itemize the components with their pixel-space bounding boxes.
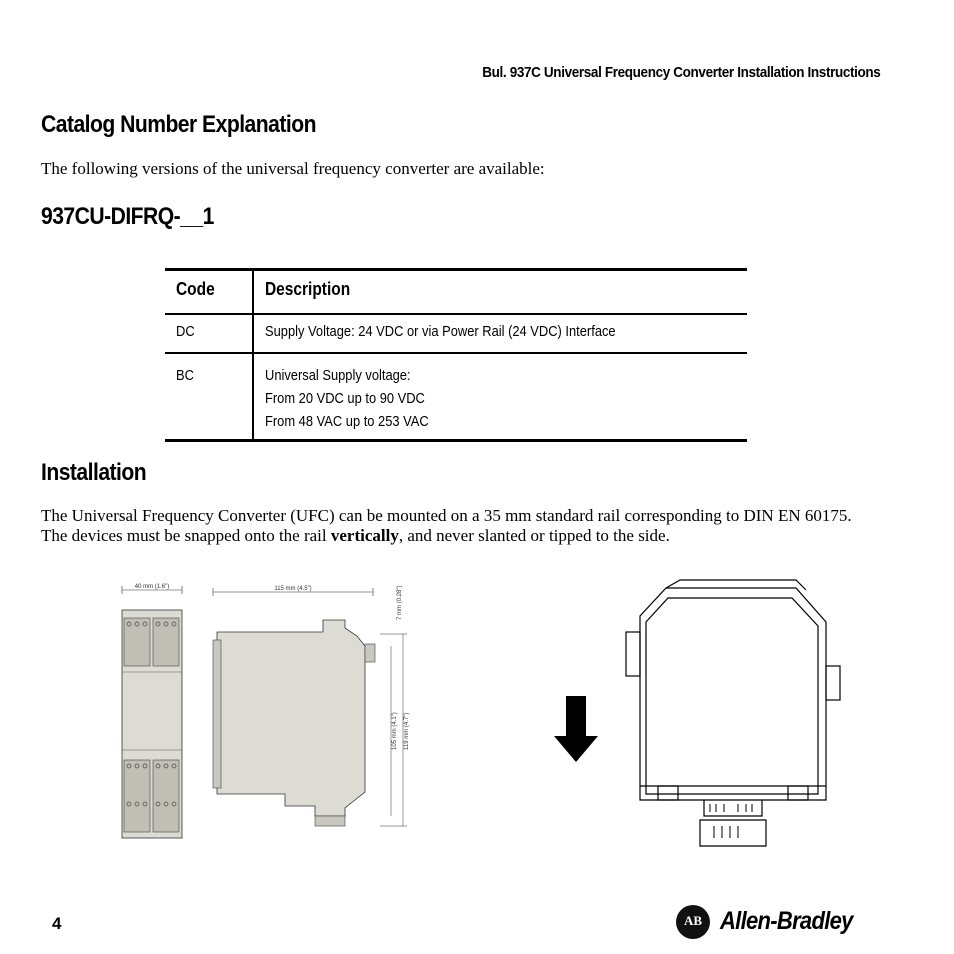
front-view-drawing <box>115 580 190 842</box>
description-cell: Universal Supply voltage: From 20 VDC up to 90 VDC From 48 VAC up to 253 VAC <box>253 353 747 441</box>
side-view-drawing <box>205 580 420 842</box>
table-row <box>165 353 747 441</box>
brand-name: Allen-Bradley <box>720 907 853 935</box>
page-number: 4 <box>52 914 62 933</box>
ab-logo-icon: AB <box>676 905 710 939</box>
emphasis-vertically: vertically <box>330 526 399 545</box>
dim-front-width: 40 mm (1.6") <box>134 584 170 590</box>
dim-total-height: 119 mm (4.7") <box>404 712 410 750</box>
catalog-intro: The following versions of the universal frequency converter are available: <box>41 159 545 178</box>
column-header-description: Description <box>253 270 747 314</box>
code-cell: BC <box>165 353 253 441</box>
dim-depth: 115 mm (4.5") <box>274 586 312 592</box>
installation-text: The Universal Frequency Converter (UFC) can be mounted on a 35 mm standard rail corresponding to DIN EN 60175. The devices must be snapped onto the rail vertically, and never slanted or tipped to the side. <box>41 506 852 545</box>
code-cell: DC <box>165 314 253 353</box>
table-row <box>165 314 747 353</box>
description-cell: Supply Voltage: 24 VDC or via Power Rail (24 VDC) Interface <box>253 314 747 353</box>
table-header-row <box>165 270 747 314</box>
catalog-code-table <box>165 268 747 442</box>
rail-mounting-drawing <box>620 576 860 848</box>
running-header: Bul. 937C Universal Frequency Converter Installation Instructions <box>481 64 880 81</box>
catalog-heading: Catalog Number Explanation <box>41 111 316 138</box>
dim-body-height: 105 mm (4.1") <box>392 712 398 750</box>
column-header-code: Code <box>165 270 253 314</box>
catalog-number: 937CU-DIFRQ-__1 <box>41 203 214 230</box>
dim-offset: 7 mm (0.28") <box>397 585 403 620</box>
installation-heading: Installation <box>41 459 147 486</box>
allen-bradley-logo <box>676 905 876 941</box>
down-arrow-icon <box>554 696 598 764</box>
